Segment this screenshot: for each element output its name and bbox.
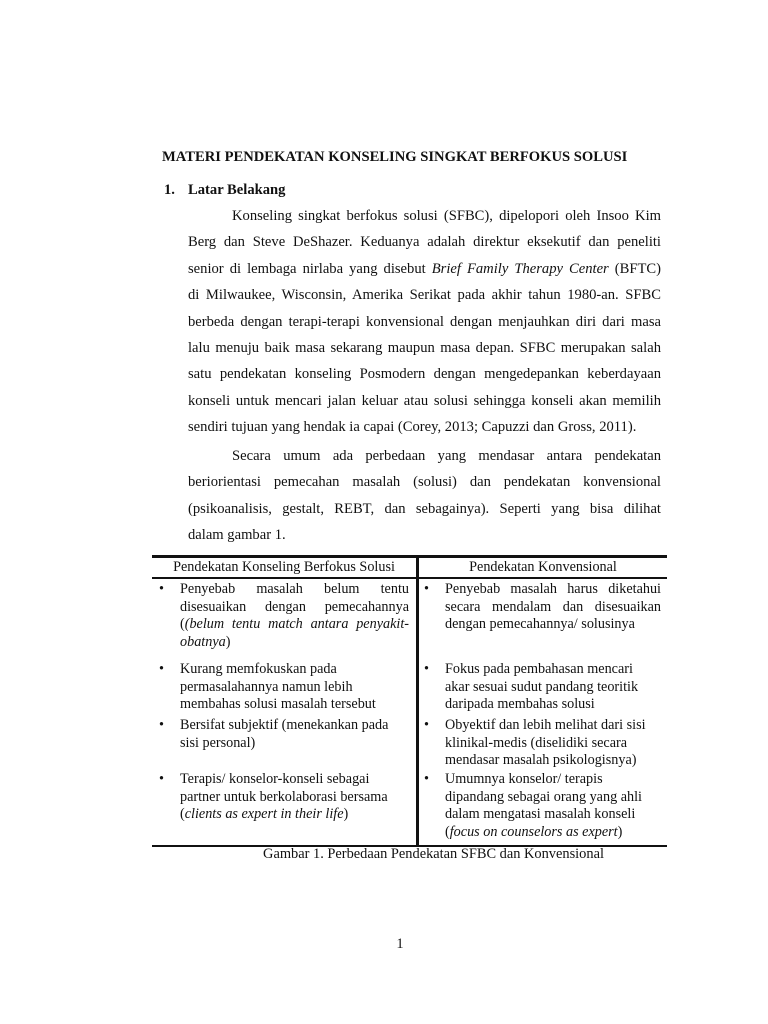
- bullet-icon: •: [159, 717, 164, 733]
- cell-line: daripada membahas solusi: [445, 696, 595, 713]
- paren: (: [180, 616, 185, 633]
- cell-line: mendasar masalah psikologisnya): [445, 752, 637, 769]
- cell-line: [180, 806, 388, 824]
- cell-line: Fokus pada pembahasan mencari: [445, 661, 633, 677]
- paragraph-line: Konseling singkat berfokus solusi (SFBC), dipelopori oleh Insoo Kim: [232, 208, 661, 224]
- italic-term: clients as expert in their life: [184, 806, 344, 823]
- paragraph-line: berbeda dengan terapi-terapi konvensional dengan menjauhkan diri dari masa: [188, 313, 661, 330]
- header-right: Pendekatan Konvensional: [469, 559, 617, 575]
- section-number: 1.: [164, 182, 175, 198]
- bullet-icon: •: [159, 771, 164, 787]
- cell-line: permasalahannya namun lebih: [180, 678, 353, 695]
- paragraph-line: sendiri tujuan yang hendak ia capai (Corey, 2013; Capuzzi dan Gross, 2011).: [188, 419, 637, 436]
- paragraph-line: di Milwaukee, Wisconsin, Amerika Serikat pada akhir tahun 1980-an. SFBC: [188, 287, 661, 304]
- cell-line: akar sesuai sudut pandang teoritik: [445, 678, 639, 695]
- cell-line: [180, 616, 409, 634]
- bullet-icon: •: [424, 717, 429, 733]
- italic-term: Brief Family Therapy Center: [431, 260, 609, 277]
- paragraph-2: [188, 443, 661, 549]
- paragraph-line: Secara umum ada perbedaan yang mendasar antara pendekatan: [232, 448, 661, 464]
- paragraph-line: Berg dan Steve DeShazer. Keduanya adalah direktur eksekutif dan peneliti: [188, 234, 661, 251]
- paragraph-line: lalu menuju baik masa sekarang maupun masa depan. SFBC merupakan salah: [188, 340, 661, 357]
- cell-line: [445, 824, 642, 842]
- italic-term: (belum tentu match antara penyakit-: [184, 616, 409, 633]
- cell-line: dipandang sebagai orang yang ahli: [445, 788, 642, 805]
- header-left: Pendekatan Konseling Berfokus Solusi: [173, 559, 395, 575]
- bullet-icon: •: [424, 661, 429, 677]
- cell-line: Penyebab masalah belum tentu: [180, 581, 409, 597]
- bullet-icon: •: [159, 661, 164, 677]
- bullet-icon: •: [424, 771, 429, 787]
- paragraph-line: beriorientasi pemecahan masalah (solusi) dan pendekatan konvensional: [188, 474, 661, 491]
- paragraph-line: [188, 256, 661, 282]
- paragraph-line: dalam gambar 1.: [188, 527, 286, 544]
- cell-line: Terapis/ konselor-konseli sebagai: [180, 771, 370, 787]
- bullet-icon: •: [424, 581, 429, 597]
- section-heading: [164, 180, 285, 200]
- italic-term: focus on counselors as expert: [449, 823, 618, 840]
- paren: (: [445, 823, 450, 840]
- cell-line: secara mendalam dan disesuaikan: [445, 598, 661, 615]
- cell-line: Obyektif dan lebih melihat dari sisi: [445, 717, 646, 733]
- cell-line: membahas solusi masalah tersebut: [180, 696, 376, 713]
- paren: ): [617, 823, 623, 840]
- cell-line: Kurang memfokuskan pada: [180, 661, 337, 677]
- section-title: Latar Belakang: [188, 182, 286, 198]
- cell-line: sisi personal): [180, 734, 256, 751]
- paragraph-1: [188, 203, 661, 441]
- bullet-icon: •: [159, 581, 164, 597]
- cell-line: [180, 634, 409, 652]
- cell-line: Bersifat subjektif (menekankan pada: [180, 717, 389, 733]
- document-title: MATERI PENDEKATAN KONSELING SINGKAT BERFOKUS SOLUSI: [162, 149, 628, 165]
- paren: ): [343, 806, 349, 823]
- cell-line: dalam mengatasi masalah konseli: [445, 806, 636, 823]
- cell-line: partner untuk berkolaborasi bersama: [180, 788, 388, 805]
- cell-line: disesuaikan dengan pemecahannya: [180, 598, 409, 615]
- cell-line: Penyebab masalah harus diketahui: [445, 581, 661, 597]
- cell-line: dengan pemecahannya/ solusinya: [445, 616, 635, 633]
- paren: ): [225, 633, 231, 650]
- comparison-table: [152, 555, 667, 847]
- figure-caption: Gambar 1. Perbedaan Pendekatan SFBC dan Konvensional: [263, 846, 604, 862]
- paragraph-line: konseli untuk mencari jalan keluar atau solusi sehingga konseli akan memilih: [188, 392, 661, 409]
- paragraph-line: satu pendekatan konseling Posmodern dengan mengedepankan keberdayaan: [188, 366, 661, 383]
- text-run: senior di lembaga nirlaba yang disebut: [188, 260, 432, 277]
- column-divider: [416, 558, 419, 845]
- cell-line: klinikal-medis (diselidiki secara: [445, 734, 628, 751]
- page-number: 1: [396, 936, 404, 952]
- paragraph-line: (psikoanalisis, gestalt, REBT, dan sebagainya). Seperti yang bisa dilihat: [188, 500, 661, 517]
- cell-line: Umumnya konselor/ terapis: [445, 771, 603, 787]
- text-run: (BFTC): [608, 260, 661, 277]
- paren: (: [180, 806, 185, 823]
- header-rule: [152, 577, 667, 579]
- italic-term: obatnya: [180, 633, 226, 650]
